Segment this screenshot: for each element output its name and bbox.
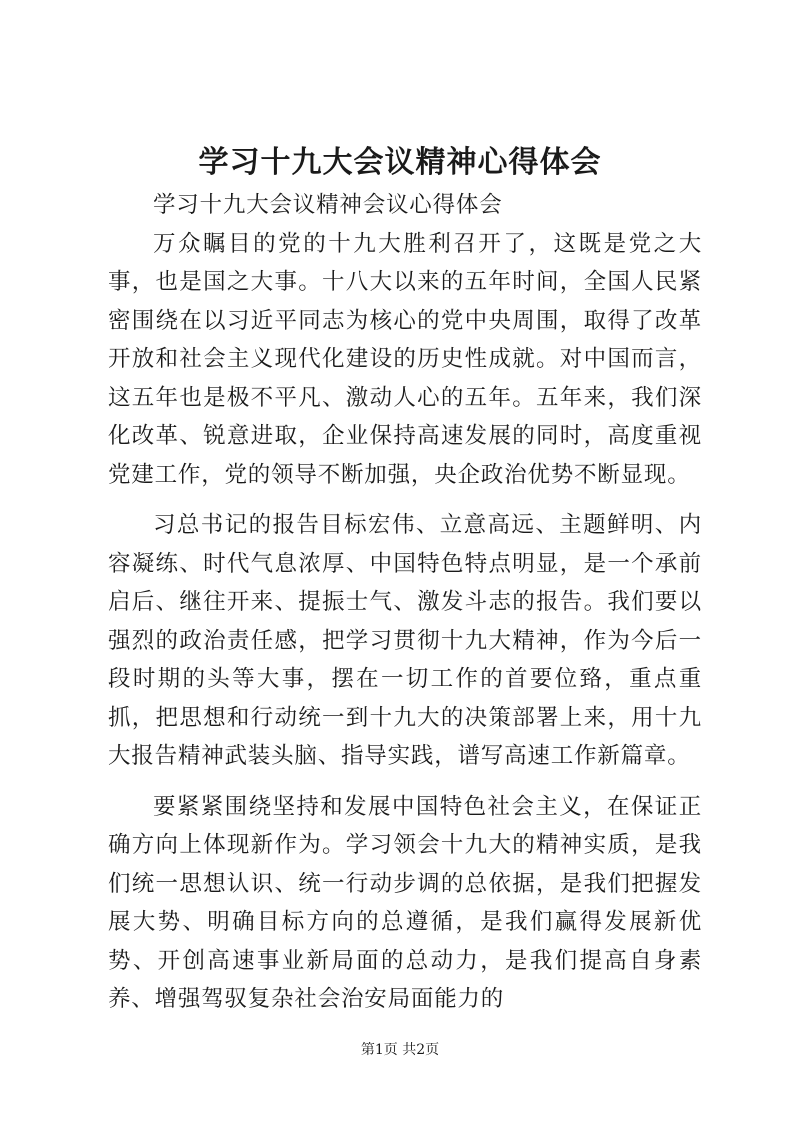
body-paragraph: 要紧紧围绕坚持和发展中国特色社会主义，在保证正确方向上体现新作为。学习领会十九大的精神实质，是我们统一思想认识、统一行动步调的总依据，是我们把握发展大势、明确目标方向的总遵循，是我们赢得发展新优势、开创高速事业新局面的总动力，是我们提高自身素养、增强驾驭复杂社会治安局面能力的 — [108, 793, 702, 1012]
subtitle-paragraph: 学习十九大会议精神会议心得体会 — [153, 192, 503, 218]
page-footer: 第1页 共2页 — [360, 1042, 440, 1058]
body-paragraph: 万众瞩目的党的十九大胜利召开了，这既是党之大事，也是国之大事。十八大以来的五年时间，全国人民紧密围绕在以习近平同志为核心的党中央周围，取得了改革开放和社会主义现代化建设的历史性成就。对中国而言，这五年也是极不平凡、激动人心的五年。五年来，我们深化改革、锐意进取，企业保持高速发展的同时，高度重视党建工作，党的领导不断加强，央企政治优势不断显现。 — [108, 230, 702, 488]
document-body — [108, 186, 702, 1019]
body-paragraph: 习总书记的报告目标宏伟、立意高远、主题鲜明、内容凝练、时代气息浓厚、中国特色特点明显，是一个承前启后、继往开来、提振士气、激发斗志的报告。我们要以强烈的政治责任感，把学习贯彻十九大精神，作为今后一段时期的头等大事，摆在一切工作的首要位臵，重点重抓，把思想和行动统一到十九大的决策部署上来，用十九大报告精神武装头脑、指导实践，谱写高速工作新篇章。 — [108, 512, 702, 769]
document-title: 学习十九大会议精神心得体会 — [198, 145, 602, 180]
